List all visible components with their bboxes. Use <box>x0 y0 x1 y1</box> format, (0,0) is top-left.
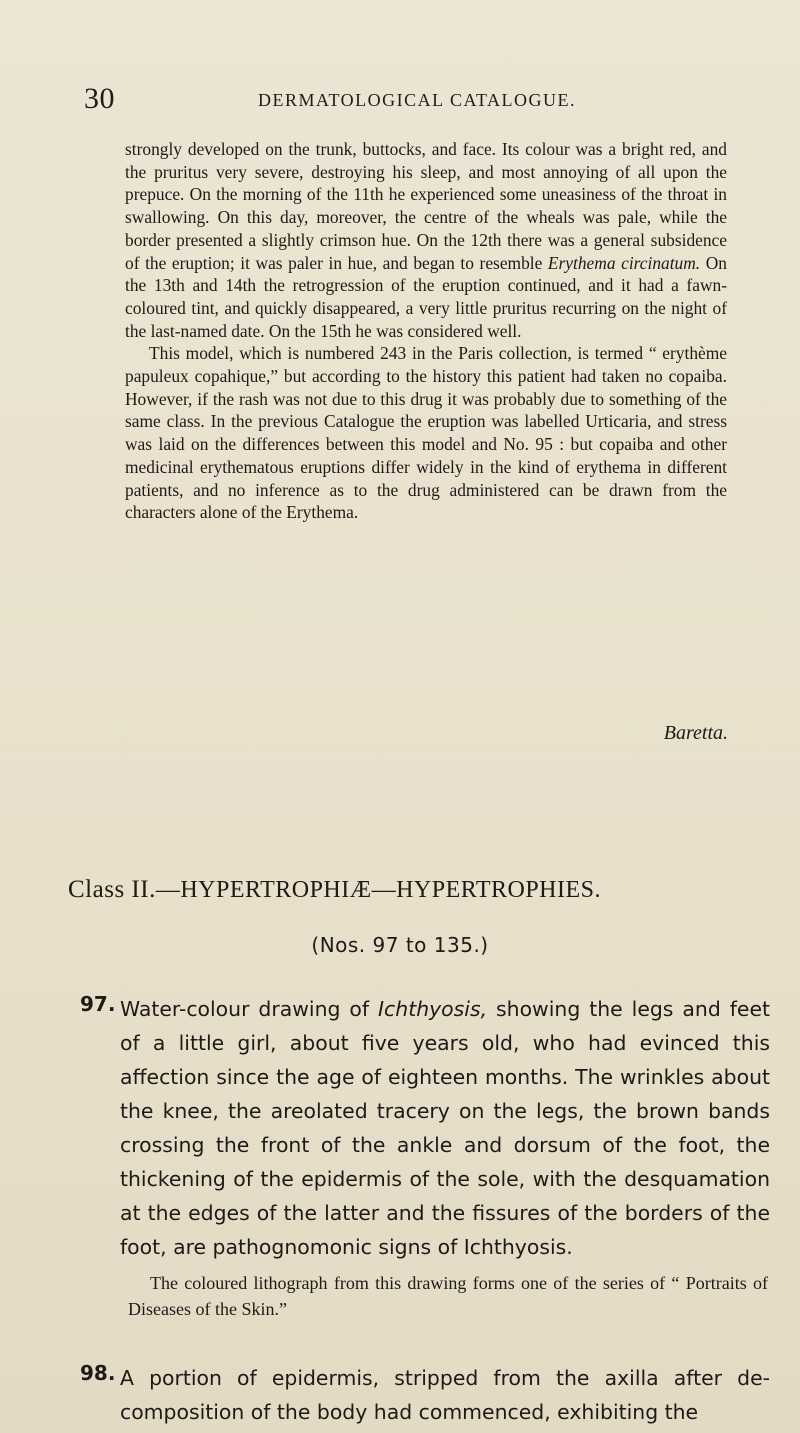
italic-term: Ichthyosis, <box>378 997 488 1021</box>
class-title: —HYPERTROPHIÆ—HYPERTROPHIES. <box>155 877 601 903</box>
previous-entry-paragraph-2: This model, which is numbered 243 in the Paris collection, is termed “ erythème papuleux copahique,” but according to the history this patient had taken no copaiba. However, if the rash was not due to this drug it was probably due to something of the same class. In the previous Catalogue the eruption was labelled Urticaria, and stress was laid on the differences between this model and No. 95 : but copaiba and other medicinal erythematous eruptions differ widely in the kind of erythema in different patients, and no inference as to the drug administered can be drawn from the characters alone of the Erythema. <box>125 343 727 523</box>
entry-note: The coloured lithograph from this drawing forms one of the series of “ Portraits of Diseases of the Skin.” <box>128 1273 768 1319</box>
page-number: 30 <box>84 82 115 115</box>
numbers-range: (Nos. 97 to 135.) <box>311 933 489 957</box>
class-heading <box>68 876 768 904</box>
entry-description: Water-colour drawing of Ichthyosis, showing the legs and feet of a little girl, about five years old, who had evinced this affection since the age of eighteen months. The wrinkles about the knee, the areolated tracery on the legs, the brown bands crossing the front of the ankle and dorsum of the foot, the thickening of the epidermis of the sole, with the desquamation at the edges of the latter and the fissures of the borders of the foot, are pathognomonic signs of Ichthyosis. <box>120 997 770 1259</box>
previous-entry-paragraph-1: strongly developed on the trunk, buttocks, and face. Its colour was a bright red, and the pruritus very severe, destroying his sleep, and most annoying of all upon the prepuce. On the morning of the 11th he experienced some uneasiness of the throat in swallowing. On this day, moreover, the centre of the wheals was pale, while the border presented a slightly crimson hue. On the 12th there was a general subsidence of the eruption; it was paler in hue, and began to resemble Erythema circinatum. On the 13th and 14th the retrogression of the eruption continued, and it had a fawn-coloured tint, and quickly disappeared, a very little pruritus recurring on the night of the last-named date. On the 15th he was considered well. <box>125 139 727 341</box>
running-head: DERMATOLOGICAL CATALOGUE. <box>258 90 577 110</box>
entry-number: 98. <box>80 1361 116 1385</box>
italic-term: Erythema circinatum. <box>547 252 701 273</box>
entry-number: 97. <box>80 992 116 1016</box>
page-header <box>0 82 800 122</box>
author-signature: Baretta. <box>663 722 728 744</box>
class-label: Class II. <box>68 876 156 903</box>
entry-description: A portion of epidermis, stripped from the axilla after de- composition of the body had commenced, exhibiting the <box>120 1366 770 1424</box>
previous-entry-continuation <box>125 138 727 524</box>
